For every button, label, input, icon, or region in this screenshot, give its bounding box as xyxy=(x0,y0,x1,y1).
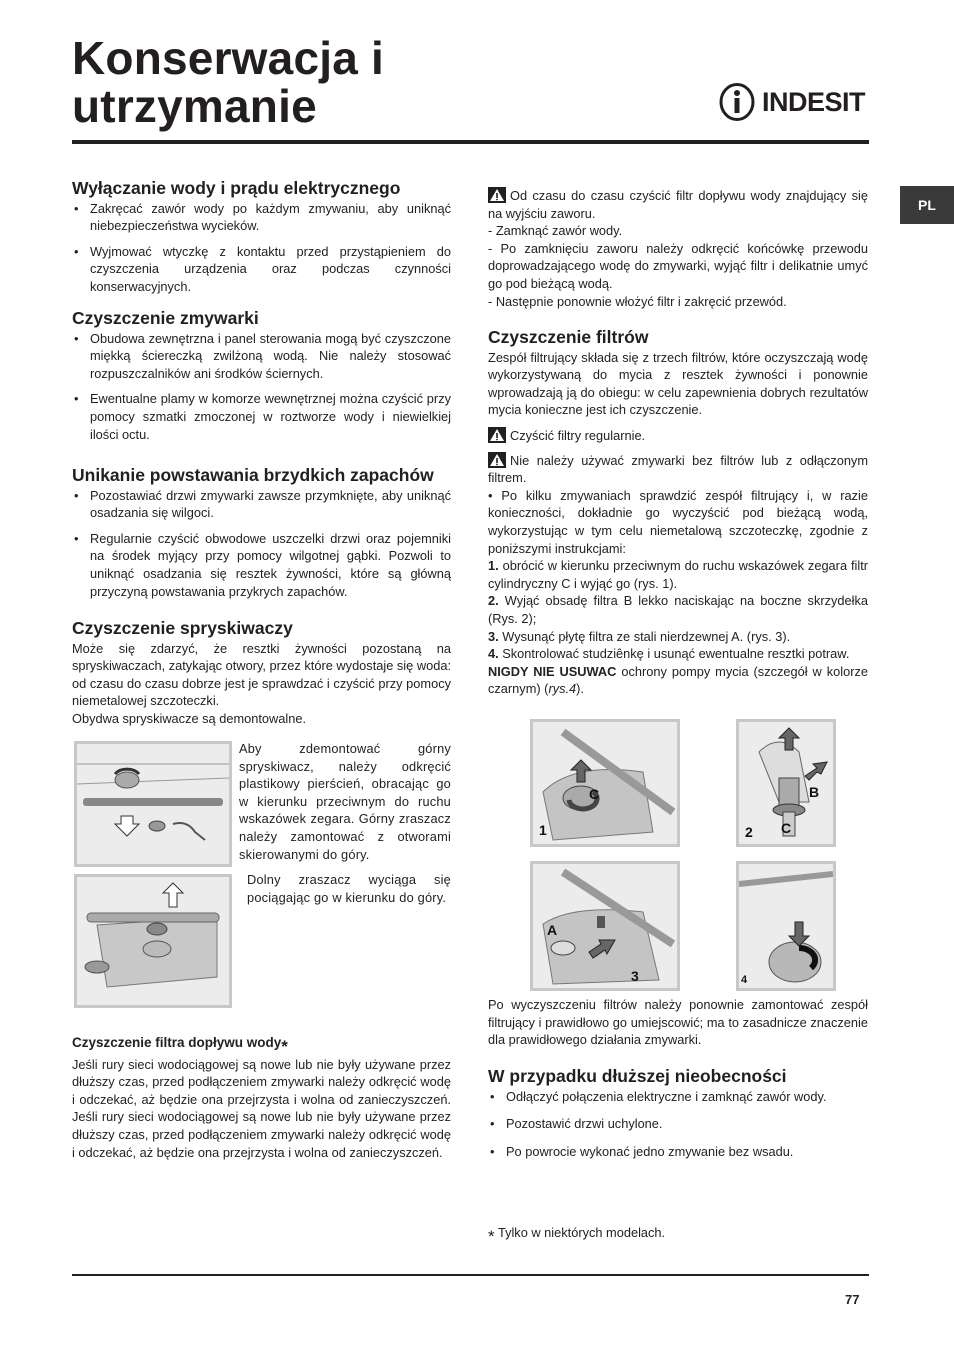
warning-icon xyxy=(488,427,506,443)
section-heading xyxy=(72,1034,451,1056)
section-heading: Wyłączanie wody i prądu elektrycznego xyxy=(72,178,401,198)
page-number: 77 xyxy=(845,1292,860,1307)
never-remove-bold: NIGDY NIE USUWAC xyxy=(488,663,617,679)
warning-line xyxy=(488,187,868,222)
step-number: 1. xyxy=(488,558,499,574)
brand-logo xyxy=(718,82,865,122)
step-number: 4. xyxy=(488,646,499,662)
section-spray-arms xyxy=(72,620,451,728)
filter-figure-4 xyxy=(736,861,836,991)
after-cleaning-text xyxy=(488,996,868,1049)
lower-spray-arm-figure xyxy=(74,874,232,1008)
paragraph: Dolny zraszacz wyciąga się pociągając go w kierunku do góry. xyxy=(247,872,451,905)
list-item: • Obudowa zewnętrzna i panel sterowania mogą być czyszczone miękką ściereczką zwilżoną wodą. Nie należy stosować rozpuszczalników ani środków ściernych. xyxy=(72,330,451,383)
header-rule xyxy=(72,140,869,144)
list-item: • Pozostawiać drzwi zmywarki zawsze przymknięte, aby uniknąć osadzania się wilgoci. xyxy=(72,487,451,522)
upper-spray-text xyxy=(239,740,451,863)
list-item: • Ewentualne plamy w komorze wewnętrznej można czyścić przy pomocy szmatki zmoczonej w roztworze wody i niewielkiej ilości octu. xyxy=(72,390,451,443)
title-line-2: utrzymanie xyxy=(72,80,317,132)
title-line-1: Konserwacja i xyxy=(72,32,384,84)
part-label-b: B xyxy=(809,784,820,800)
paragraph: Aby zdemontować górny spryskiwacz, należy odkręcić plastikowy pierścień, obracając go w kierunku przeciwnym do ruchu wskazówek zegara. Górny zraszacz należy zamontować z otworami skierowanymi do góry. xyxy=(239,741,451,862)
figure-number: 1 xyxy=(539,822,547,838)
step-number: 3. xyxy=(488,628,499,644)
language-tab: PL xyxy=(900,186,954,224)
footnote-text: Tylko w niektórych modelach. xyxy=(497,1225,666,1240)
section-inlet-filter xyxy=(72,1034,451,1161)
paragraph: Zespół filtrujący składa się z trzech filtrów, które oczyszczają wodę wykorzystywaną do mycia z resztek żywności i ponownie wprowadzają ją do obiegu: w celu zapewnienia dobrych rezultatów mycia konieczne jest ich czyszczenie. xyxy=(488,349,868,418)
filter-figure-3 xyxy=(530,861,680,991)
step-number: 2. xyxy=(488,593,499,609)
list-item: • Zakręcać zawór wody po każdym zmywaniu, aby uniknąć niebezpieczeństwa wycieków. xyxy=(72,200,451,235)
paragraph: - Zamknąć zawór wody. xyxy=(488,223,623,239)
section-heading: Unikanie powstawania brzydkich zapachów xyxy=(72,465,434,485)
part-label-c: C xyxy=(589,786,600,802)
upper-spray-arm-figure xyxy=(74,741,232,867)
step-text: Skontrolować studziênkę i usunąć ewentualne resztki potraw. xyxy=(502,646,850,662)
lower-spray-text xyxy=(247,871,451,906)
paragraph: Jeśli rury sieci wodociągowej są nowe lub nie były używane przez dłuższy czas, przed podłączeniem zmywarki należy odkręcić wodę i odczekać, aż będzie ona przejrzysta i wolna od zanieczyszczeń. Jeśli rury sieci wodociągowej są nowe lub nie były używane przez dłuższy czas, przed podłączeniem zmywarki należy odkręcić wodę i odczekać, aż będzie ona przejrzysta i wolna od zanieczyszczeń. xyxy=(72,1056,451,1160)
section-filters xyxy=(488,329,868,698)
warning-icon xyxy=(488,187,506,203)
figure-number: 4 xyxy=(741,974,748,986)
section-heading: W przypadku dłuższej nieobecności xyxy=(488,1066,787,1086)
list-item: • Po powrocie wykonać jedno zmywanie bez wsadu. xyxy=(488,1143,868,1161)
paragraph: Może się zdarzyć, że resztki żywności pozostaną na spryskiwaczach, zatykając otwory, przez które wydostaje się woda: od czasu do czasu dobrze jest je sprawdzać i czyścić przy pomocy niemetalowej szczoteczki. xyxy=(72,640,451,709)
warning-text: Czyścić filtry regularnie. xyxy=(510,427,646,443)
list-item: • Pozostawić drzwi uchylone. xyxy=(488,1115,868,1133)
figure-ref: rys.4 xyxy=(548,681,577,697)
figure-number: 2 xyxy=(745,824,753,840)
paragraph: - Następnie ponownie włożyć filtr i zakręcić przewód. xyxy=(488,293,787,309)
section-absence xyxy=(488,1068,868,1168)
section-heading: Czyszczenie spryskiwaczy xyxy=(72,618,293,638)
footer-rule xyxy=(72,1274,869,1276)
footnote-star: * xyxy=(281,1037,288,1056)
warning-text: Od czasu do czasu czyścić filtr dopływu wody znajdujący się na wyjściu zaworu. xyxy=(488,188,868,221)
section-heading: Czyszczenie zmywarki xyxy=(72,308,259,328)
part-label-c: C xyxy=(781,820,792,836)
step-4 xyxy=(488,645,868,663)
inlet-filter-warning xyxy=(488,187,868,310)
warning-icon xyxy=(488,452,506,468)
step-text: obrócić w kierunku przeciwnym do ruchu wskazówek zegara filtr cylindryczny C i wyjąć go (rys. 1). xyxy=(488,558,869,591)
part-label-a: A xyxy=(547,922,558,938)
footnote xyxy=(488,1224,868,1246)
list-item: • Odłączyć połączenia elektryczne i zamknąć zawór wody. xyxy=(488,1088,868,1106)
footnote-star: * xyxy=(488,1227,495,1246)
note-end: ). xyxy=(576,681,584,697)
section-cleaning xyxy=(72,310,451,451)
paragraph: Obydwa spryskiwacze są demontowalne. xyxy=(72,710,307,726)
paragraph: • Po kilku zmywaniach sprawdzić zespół filtrujący i, w razie konieczności, dokładnie go wyczyścić pod bieżącą wodą, wykorzystując w tym celu niemetalową szczoteczkę, zgodnie z poniższymi instrukcjami: xyxy=(488,487,868,556)
heading-text: Czyszczenie filtra dopływu wody xyxy=(72,1035,282,1050)
list-item: • Wyjmować wtyczkę z kontaktu przed przystąpieniem do czyszczenia urządzenia oraz podczas czynności konserwacyjnych. xyxy=(72,243,451,296)
step-text: Wyjąć obsadę filtra B lekko naciskając na boczne skrzydełka (Rys. 2); xyxy=(488,593,868,626)
step-2 xyxy=(488,592,868,627)
brand-name: INDESIT xyxy=(762,86,866,117)
figure-number: 3 xyxy=(631,968,639,984)
section-power-water xyxy=(72,180,451,304)
note-text: ochrony pompy mycia (szczegół w kolorze czarnym) ( xyxy=(488,663,868,697)
section-heading: Czyszczenie filtrów xyxy=(488,327,649,347)
step-1 xyxy=(488,557,868,592)
filter-figure-1 xyxy=(530,719,680,847)
paragraph: - Po zamknięciu zaworu należy odkręcić końcówkę przewodu doprowadzającego wodę do zmywarki, wyjąć filtr i delikatnie umyć go pod bieżącą wodą. xyxy=(488,240,868,291)
never-remove-note xyxy=(488,663,868,698)
step-text: Wysunąć płytę filtra ze stali nierdzewnej A. (rys. 3). xyxy=(502,628,791,644)
step-3 xyxy=(488,628,868,646)
filter-figure-2 xyxy=(736,719,836,847)
warning-text: Nie należy używać zmywarki bez filtrów lub z odłączonym filtrem. xyxy=(488,452,868,486)
section-odors xyxy=(72,467,451,608)
list-item: • Regularnie czyścić obwodowe uszczelki drzwi oraz pojemniki na środek myjący przy pomocy wilgotnej gąbki. Pozwoli to uniknąć osadzania się resztek żywności, które są główną przyczyną powstawania przykrych zapachów. xyxy=(72,530,451,600)
indesit-mark-icon xyxy=(718,82,756,122)
warning-line xyxy=(488,452,868,487)
warning-line xyxy=(488,427,868,445)
page-title xyxy=(72,34,384,130)
paragraph: Po wyczyszczeniu filtrów należy ponownie zamontować zespół filtrujący i prawidłowo go umiejscowić; ma to zasadnicze znaczenie dla prawidłowego działania zmywarki. xyxy=(488,997,868,1048)
